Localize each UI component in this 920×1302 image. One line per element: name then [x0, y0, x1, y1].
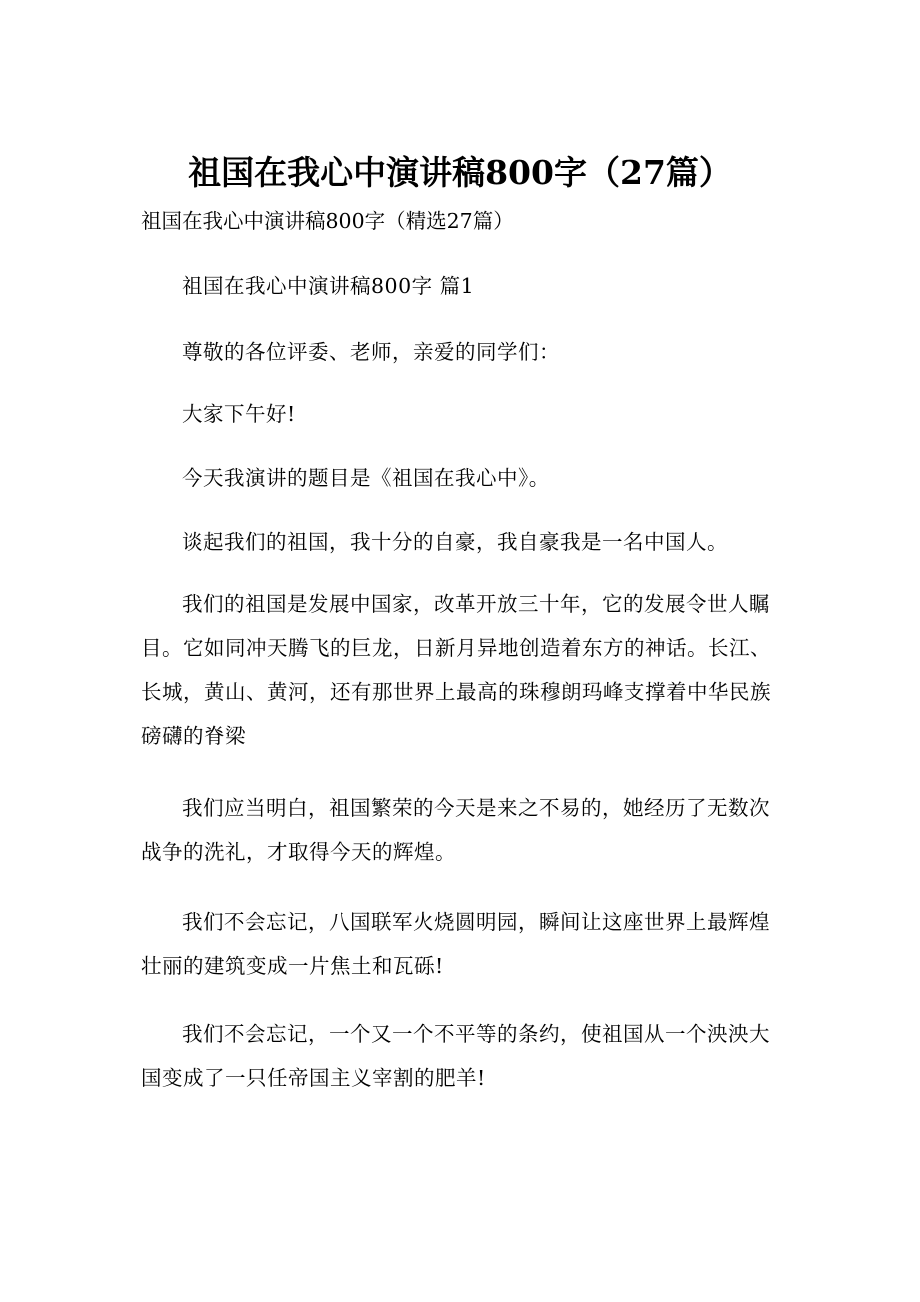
paragraph: 我们不会忘记，一个又一个不平等的条约，使祖国从一个泱泱大国变成了一只任帝国主义宰割的肥羊!: [141, 1022, 770, 1090]
paragraph: 今天我演讲的题目是《祖国在我心中》。: [182, 466, 550, 490]
paragraph: 我们不会忘记，八国联军火烧圆明园，瞬间让这座世界上最辉煌壮丽的建筑变成一片焦土和瓦砾!: [141, 910, 770, 978]
paragraph: 大家下午好!: [182, 402, 296, 426]
section-heading: 祖国在我心中演讲稿800字 篇1: [182, 274, 475, 298]
document-subtitle: 祖国在我心中演讲稿800字（精选27篇）: [141, 209, 514, 233]
paragraph: 谈起我们的祖国，我十分的自豪，我自豪我是一名中国人。: [182, 530, 728, 554]
paragraph: 我们的祖国是发展中国家，改革开放三十年，它的发展令世人瞩目。它如同冲天腾飞的巨龙，日新月异地创造着东方的神话。长江、长城，黄山、黄河，还有那世界上最高的珠穆朗玛峰支撑着中华民族磅礴的脊梁: [141, 592, 771, 748]
paragraph: 尊敬的各位评委、老师，亲爱的同学们：: [182, 340, 560, 364]
document-title: 祖国在我心中演讲稿800字（27篇）: [188, 153, 732, 192]
paragraph: 我们应当明白，祖国繁荣的今天是来之不易的，她经历了无数次战争的洗礼，才取得今天的辉煌。: [141, 796, 770, 864]
